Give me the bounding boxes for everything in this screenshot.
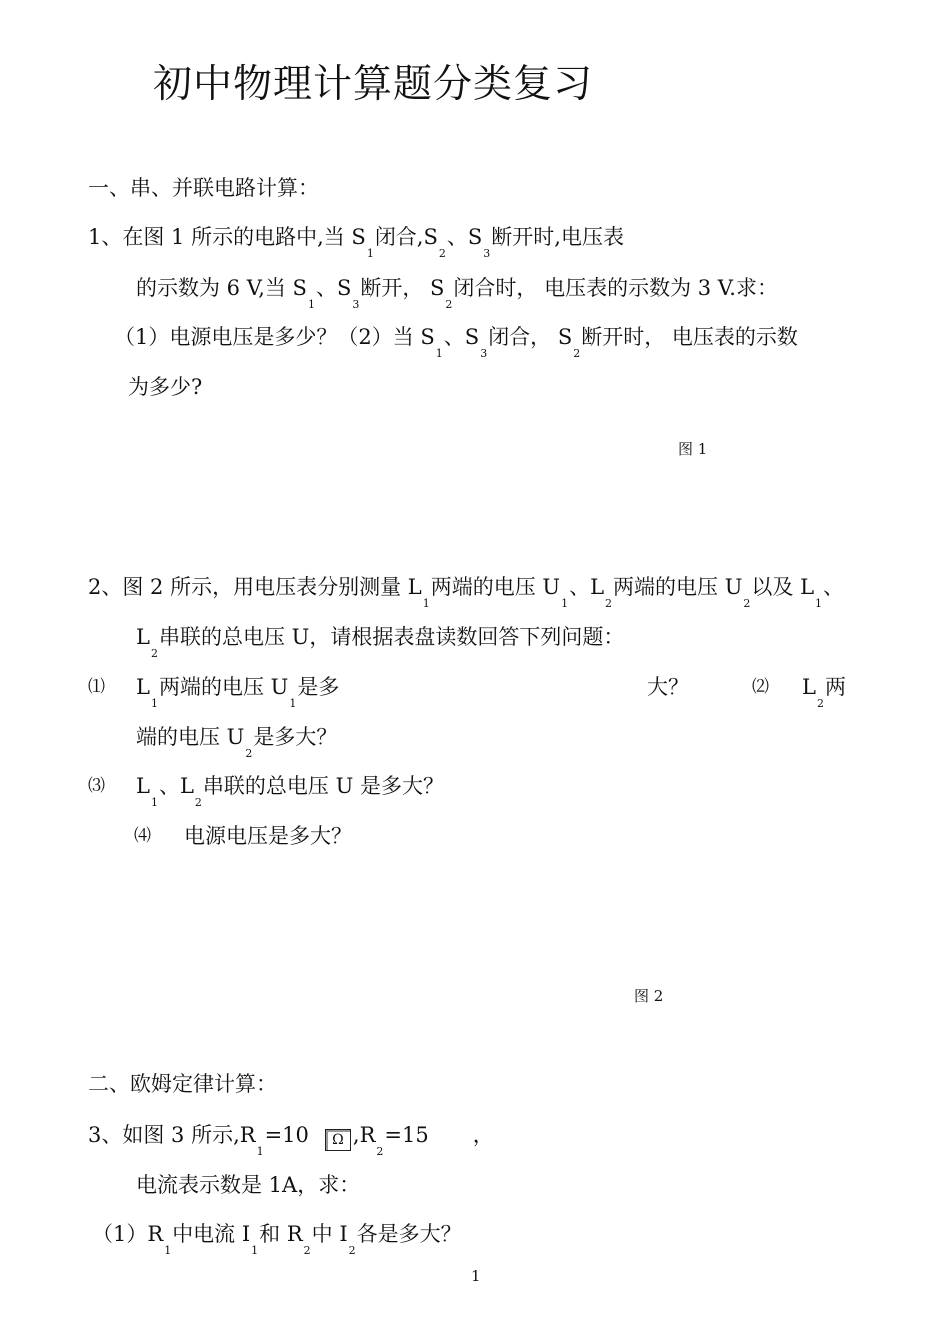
section-heading-series-parallel: 一、串、并联电路计算： <box>88 176 319 200</box>
page-number: 1 <box>471 1267 481 1285</box>
figure-1-caption: 图 1 <box>678 440 708 458</box>
q2-part-3: $L_1$、$L_2$串联的总电压 U 是多大？ <box>136 774 444 809</box>
q2-part-4-number: ⑷ <box>134 826 151 846</box>
section-heading-ohms-law: 二、欧姆定律计算： <box>88 1072 277 1096</box>
document-title: 初中物理计算题分类复习 <box>153 62 594 107</box>
q1-line-3: （1）电源电压是多少？（2）当 $S_1$、$S_3$闭合， $S_2$断开时， 电压表的示数 <box>114 325 798 360</box>
q2-line-2: $L_2$串联的总电压 U，请根据表盘读数回答下列问题： <box>136 625 625 660</box>
q3-line-3: $(1)R_1$中电流 $I_1$和 $R_2$中 $I_2$各是多大？ <box>92 1222 462 1257</box>
q2-line-1: 2、图 2 所示，用电压表分别测量 $L_1$两端的电压 $U_1$、$L_2$两端的电压 $U_2$以及 $L_1$、 <box>88 575 845 610</box>
q3-line-2: 电流表示数是 1A，求： <box>136 1173 361 1197</box>
q3-line-1: 3、如图 3 所示$,R_1=10$ Ω $,R_2=15$ ， <box>88 1123 494 1158</box>
q2-part-2-continued: 端的电压 $U_2$是多大？ <box>136 725 338 760</box>
q2-part-1: $L_1$两端的电压 $U_1$是多 <box>136 675 340 710</box>
q2-part-2: $L_2$两 <box>802 675 846 710</box>
q2-part-1-tail: 大？ <box>647 675 689 699</box>
figure-2-caption: 图 2 <box>634 987 664 1005</box>
q2-part-3-number: ⑶ <box>88 776 105 796</box>
q2-part-1-number: ⑴ <box>88 677 105 697</box>
q1-line-2: 的示数为 6 V,当 $S_1$、$S_3$断开， $S_2$闭合时， 电压表的示数为 3 V.求： <box>136 276 778 311</box>
q2-part-2-number: ⑵ <box>752 677 769 697</box>
q1-line-1: 1、在图 1 所示的电路中,当 $S_1$闭合$,S_2$、$S_3$断开时,电压表 <box>88 225 624 260</box>
q2-part-4: 电源电压是多大？ <box>184 824 352 848</box>
q1-line-4: 为多少? <box>128 375 203 399</box>
ohm-symbol-icon: Ω <box>325 1129 351 1151</box>
